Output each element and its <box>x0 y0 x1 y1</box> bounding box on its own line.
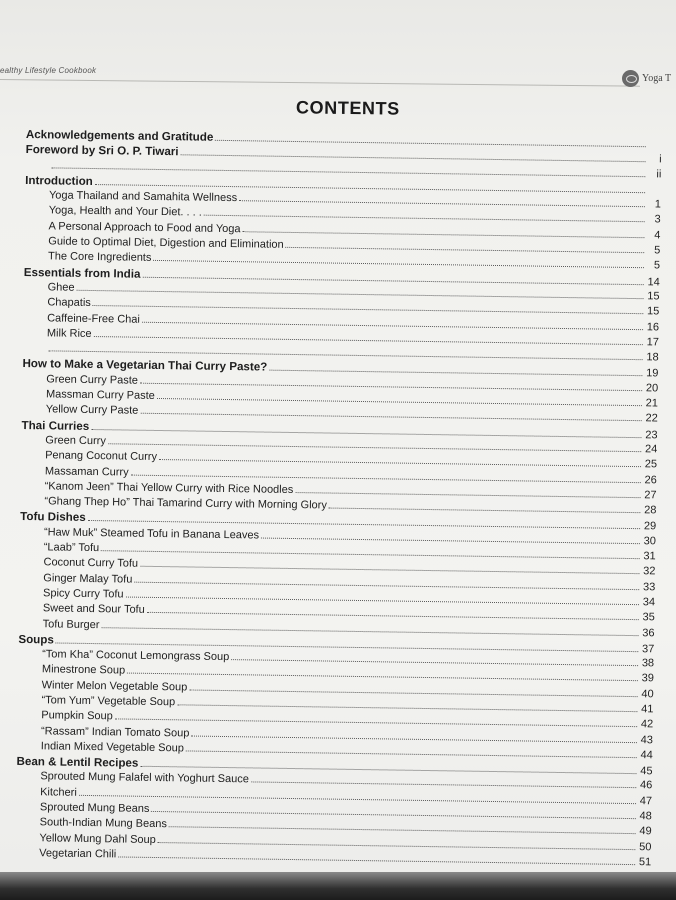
toc-entry-label: Tofu Burger <box>42 617 100 631</box>
toc-page-number: 21 <box>645 397 659 410</box>
toc-page-number: 32 <box>643 565 656 578</box>
toc-entry-label: Yellow Curry Paste <box>45 403 139 418</box>
dot-leader <box>118 855 635 865</box>
toc-page-number: 45 <box>640 765 653 778</box>
page-edge-shadow <box>0 872 676 900</box>
toc-entry-label: Ginger Malay Tofu <box>43 571 133 586</box>
toc-entry-label: Sprouted Mung Beans <box>39 801 150 815</box>
toc-page-number: 31 <box>643 550 656 563</box>
toc-entry-label: Penang Coconut Curry <box>45 449 158 464</box>
toc-entry-label: Pumpkin Soup <box>41 709 113 723</box>
toc-page-number: 28 <box>644 504 657 517</box>
dot-leader <box>329 507 641 514</box>
toc-page-number: 36 <box>642 626 655 639</box>
toc-entry-label: Bean & Lentil Recipes <box>16 755 139 770</box>
toc-entry-label: Winter Melon Vegetable Soup <box>41 678 188 694</box>
toc-page-number: 15 <box>647 290 660 303</box>
dot-leader <box>251 781 636 789</box>
toc-entry-label: Green Curry <box>45 434 106 448</box>
toc-page-number: 35 <box>642 611 655 624</box>
toc-entry-label: How to Make a Vegetarian Thai Curry Paste? <box>22 357 268 375</box>
toc-entry-label: Soups <box>18 632 54 647</box>
toc-page-number: 4 <box>654 229 661 242</box>
toc-entry-label: Acknowledgements and Gratitude <box>25 127 214 144</box>
toc-page-number: 34 <box>642 596 656 609</box>
toc-page-number: 44 <box>640 749 653 762</box>
toc-page-number: 37 <box>641 642 655 656</box>
running-header-title: ealthy Lifestyle Cookbook <box>0 66 97 75</box>
toc-page-number: 29 <box>643 520 657 533</box>
toc-entry-label: “Rassam” Indian Tomato Soup <box>40 724 190 740</box>
toc-entry-label: Yoga, Health and Your Diet. . . . <box>48 204 202 220</box>
toc-page-number: i <box>659 153 662 166</box>
toc-entry-label: Coconut Curry Tofu <box>43 556 139 571</box>
toc-page-number: 43 <box>640 733 654 746</box>
toc-entry-label: South-Indian Mung Beans <box>39 816 167 831</box>
toc-page-number: 16 <box>646 320 660 333</box>
toc-page-number: 49 <box>639 825 652 838</box>
dot-leader <box>204 214 645 223</box>
toc-entry-label: A Personal Approach to Food and Yoga <box>48 220 241 235</box>
dot-leader <box>239 199 645 207</box>
toc-entry-label: Guide to Optimal Diet, Digestion and Elimination <box>48 235 284 251</box>
toc-entry-label: Sprouted Mung Falafel with Yoghurt Sauce <box>40 770 249 786</box>
toc-page-number: 50 <box>639 840 652 854</box>
toc-page-number: 27 <box>644 489 657 502</box>
toc-entry-label: Spicy Curry Tofu <box>42 587 124 601</box>
toc-entry-label: Kitcheri <box>40 786 77 799</box>
toc-page-number: 3 <box>654 213 661 226</box>
dot-leader <box>261 536 640 544</box>
toc-page-number: 18 <box>646 351 659 364</box>
toc-entry-label: Yellow Mung Dahl Soup <box>39 831 156 846</box>
publisher-logo <box>622 70 671 87</box>
toc-page-number: 41 <box>641 703 654 716</box>
toc-entry-label: The Core Ingredients <box>47 250 152 265</box>
toc-page-number: 39 <box>641 672 654 685</box>
toc-entry-label: Indian Mixed Vegetable Soup <box>40 740 184 755</box>
toc-page-number: 51 <box>638 856 652 869</box>
toc-page-number: 20 <box>645 381 659 395</box>
toc-entry-label: “Ghang Thep Ho” Thai Tamarind Curry with Morning Glory <box>44 495 327 512</box>
toc-page-number: 48 <box>639 810 652 823</box>
toc-entry-label: “Haw Muk” Steamed Tofu in Banana Leaves <box>43 526 260 542</box>
toc-entry-label: Tofu Dishes <box>20 510 86 525</box>
toc-entry-label: Chapatis <box>47 296 91 310</box>
toc-entry-label: Massaman Curry <box>44 464 129 479</box>
toc-entry-label: “Kanom Jeen” Thai Yellow Curry with Rice Noodles <box>44 480 294 496</box>
lotus-logo-icon <box>622 70 639 87</box>
toc-page-number: 46 <box>639 779 653 792</box>
toc-page-number: 40 <box>641 687 654 701</box>
toc-entry-label: Massman Curry Paste <box>45 388 155 402</box>
toc-page-number: 1 <box>654 198 662 211</box>
toc-page-number: 17 <box>646 336 659 349</box>
toc-page-number: 25 <box>644 458 658 471</box>
toc-page-number: 30 <box>643 534 657 548</box>
toc-page-number: 24 <box>644 443 658 456</box>
toc-entry-label: Vegetarian Chili <box>39 847 117 861</box>
toc-page-number: 19 <box>646 367 659 380</box>
dot-leader <box>295 491 640 498</box>
toc-entry-label: Thai Curries <box>21 418 90 433</box>
dot-leader <box>243 230 645 238</box>
toc-page-number: 47 <box>639 794 653 808</box>
toc-page-number: 22 <box>645 412 658 425</box>
header-rule <box>0 79 640 87</box>
toc-page-number: 23 <box>645 428 658 442</box>
toc-page-number: 14 <box>647 275 660 289</box>
toc-entry-label: Milk Rice <box>46 327 92 340</box>
toc-page-number: 42 <box>640 718 654 731</box>
toc-entry-label: Essentials from India <box>23 265 141 281</box>
toc-page-number: 5 <box>653 259 661 272</box>
toc-page-number: 38 <box>641 657 655 670</box>
toc-entry-label: “Tom Yum” Vegetable Soup <box>41 694 176 709</box>
toc-entry-label: Ghee <box>47 281 75 294</box>
toc-entry-label: “Laab” Tofu <box>43 541 100 555</box>
toc-entry-label: Sweet and Sour Tofu <box>42 602 145 617</box>
page-title: CONTENTS <box>295 97 400 119</box>
dot-leader <box>231 658 638 666</box>
toc-page-number: 33 <box>642 580 656 593</box>
toc-entry-label: “Tom Kha” Coconut Lemongrass Soup <box>42 648 230 664</box>
dot-leader <box>286 246 645 253</box>
toc-page-number: 15 <box>646 305 660 318</box>
toc-entry-label: Minestrone Soup <box>41 663 126 677</box>
toc-entry-label: Caffeine-Free Chai <box>47 311 140 326</box>
table-of-contents <box>15 127 662 871</box>
toc-page-number: 5 <box>654 244 661 257</box>
logo-text: Yoga T <box>642 73 672 84</box>
toc-page-number: 26 <box>644 473 657 486</box>
toc-entry-label: Green Curry Paste <box>46 373 139 387</box>
toc-entry-label: Introduction <box>25 173 93 188</box>
toc-entry-label: Yoga Thailand and Samahita Wellness <box>48 189 238 205</box>
toc-entry-label: Foreword by Sri O. P. Tiwari <box>25 143 179 159</box>
toc-page-number: ii <box>656 167 662 181</box>
